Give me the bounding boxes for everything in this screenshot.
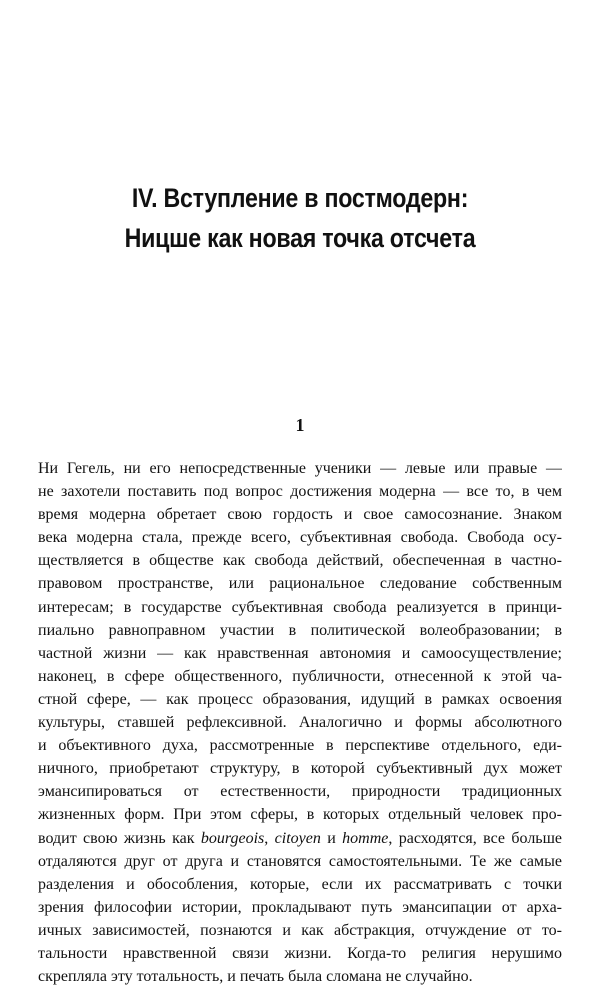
- chapter-title: [76, 178, 523, 258]
- chapter-title-line-1: IV. Вступление в постмодерн:: [131, 183, 469, 213]
- text-fragment: , расходятся, все больше: [388, 829, 562, 847]
- text-line: ществляется в обществе как свобода действий, обеспеченная в частно-: [38, 552, 562, 570]
- term-citoyen: citoyen: [274, 829, 321, 847]
- term-bourgeois: bourgeois: [200, 829, 265, 847]
- text-fragment: водит свою жизнь как: [38, 829, 201, 847]
- text-line: века модерна стала, прежде всего, субъективная свобода. Свобода осу-: [38, 529, 562, 547]
- text-line: и объективного духа, рассмотренные в перспективе отдельного, еди-: [38, 737, 562, 755]
- text-line: ичных зависимостей, познаются и как абстракция, отчуждение от то-: [38, 921, 562, 939]
- text-line: жизненных форм. При этом сферы, в которых отдельный человек про-: [38, 806, 562, 824]
- text-line: тальности нравственной связи жизни. Когда-то религия нерушимо: [38, 944, 562, 962]
- text-line: разделения и обособления, которые, если их рассматривать с точки: [38, 875, 562, 893]
- text-line: эмансипироваться от естественности, природности традиционных: [38, 783, 562, 801]
- text-line: ничного, приобретают структуру, в которой субъективный дух может: [38, 760, 562, 778]
- chapter-title-line-2: Ницше как новая точка отсчета: [124, 223, 476, 253]
- text-line-last: скрепляла эту тотальность, и печать была сломана не случайно.: [38, 968, 473, 986]
- text-line: время модерна обретает свою гордость и свое самосознание. Знаком: [38, 506, 562, 524]
- text-line: стной сфере, — как процесс образования, идущий в рамках освоения: [38, 690, 562, 708]
- text-line: не захотели поставить под вопрос достижения модерна — все то, в чем: [38, 483, 562, 501]
- text-line: наконец, в сфере общественного, публичности, отнесенной к этой ча-: [38, 667, 562, 685]
- section-number: 1: [295, 415, 305, 435]
- text-line: частной жизни — как нравственная автономия и самоосуществление;: [38, 644, 562, 662]
- text-line: интересам; в государстве субъективная свобода реализуется в принци-: [38, 598, 562, 616]
- text-line: отдаляются друг от друга и становятся самостоятельными. Те же самые: [38, 852, 562, 870]
- text-line: правовом пространстве, или рациональное следование собственным: [38, 575, 562, 593]
- term-homme: homme: [342, 829, 389, 847]
- text-fragment: ,: [264, 829, 275, 847]
- text-line: культуры, ставшей рефлексивной. Аналогично и формы абсолютного: [38, 714, 562, 732]
- text-line: Ни Гегель, ни его непосредственные ученики — левые или правые —: [38, 460, 562, 477]
- text-line: зрения философии истории, прокладывают путь эмансипации от арха-: [38, 898, 562, 916]
- body-paragraph: [38, 457, 562, 988]
- text-line-with-terms: [38, 827, 562, 850]
- text-line: пиально равноправном участии в политической волеобразовании; в: [38, 621, 562, 639]
- text-fragment: и: [320, 829, 343, 847]
